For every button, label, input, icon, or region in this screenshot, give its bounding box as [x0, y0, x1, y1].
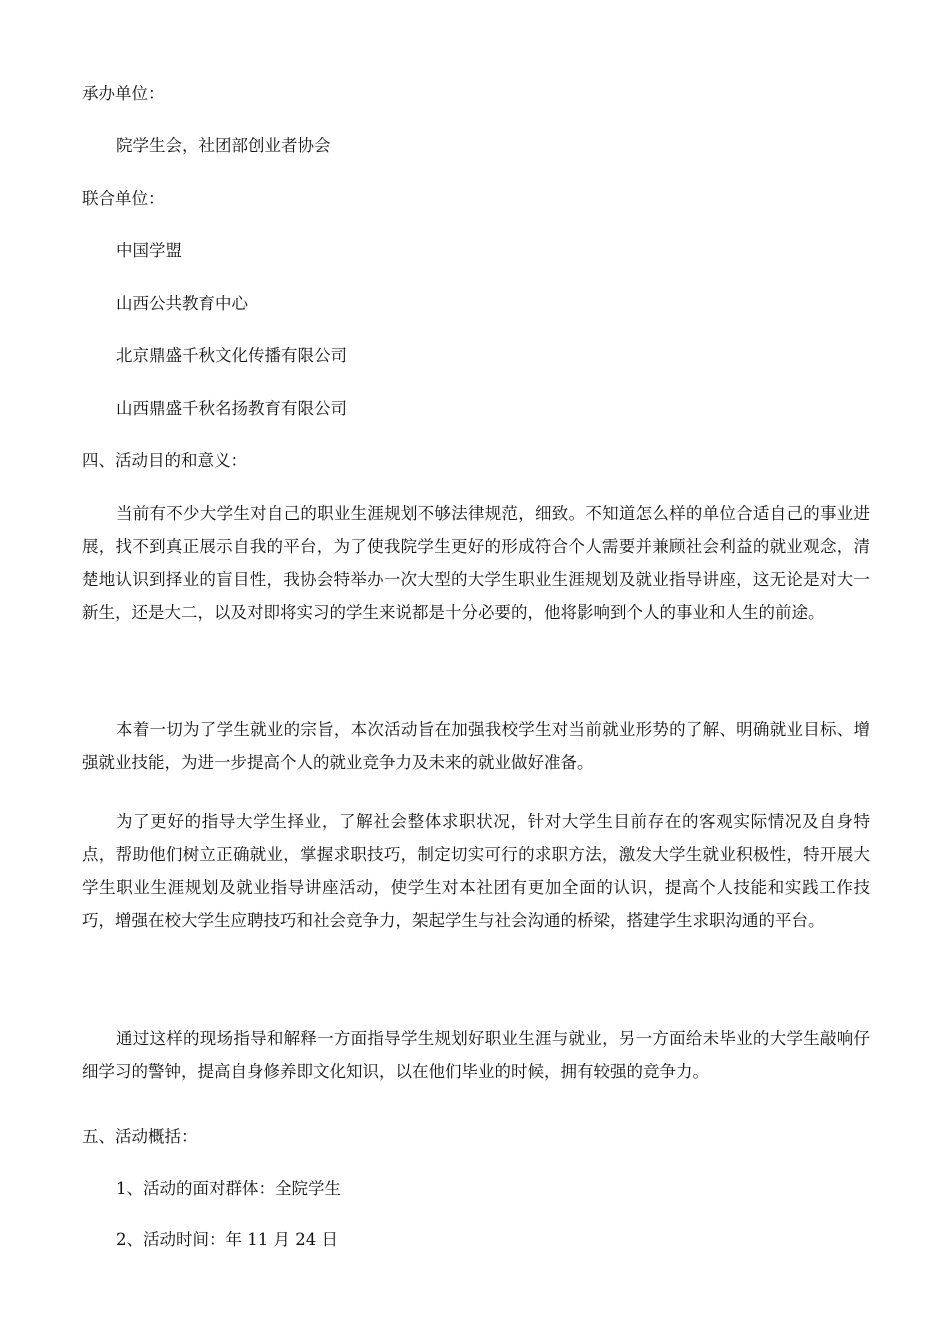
partner-item: 北京鼎盛千秋文化传播有限公司: [116, 346, 347, 365]
section-5-item: 1、活动的面对群体：全院学生: [116, 1179, 341, 1198]
section-5-item: 2、活动时间：年 11 月 24 日: [116, 1230, 338, 1249]
organizer-text: 院学生会，社团部创业者协会: [116, 136, 331, 155]
section-4-paragraph: 当前有不少大学生对自己的职业生涯规划不够法律规范，细致。不知道怎么样的单位合适自己的事业进展，找不到真正展示自我的平台，为了使我院学生更好的形成符合个人需要并兼顾社会利益的就业观念，清楚地认识到择业的盲目性，我协会特举办一次大型的大学生职业生涯规划及就业指导讲座，这无论是对大一新生，还是大二，以及对即将实习的学生来说都是十分必要的，他将影响到个人的事业和人生的前途。: [82, 504, 870, 622]
partner-heading: 联合单位：: [82, 189, 165, 208]
partner-item: 山西鼎盛千秋名扬教育有限公司: [116, 399, 347, 418]
section-4-paragraph: 通过这样的现场指导和解释一方面指导学生规划好职业生涯与就业，另一方面给未毕业的大学生敲响仔细学习的警钟，提高自身修养即文化知识，以在他们毕业的时候，拥有较强的竞争力。: [82, 1029, 870, 1081]
section-5-heading: 五、活动概括：: [82, 1127, 198, 1146]
section-4-paragraph: 为了更好的指导大学生择业，了解社会整体求职状况，针对大学生目前存在的客观实际情况及自身特点，帮助他们树立正确就业，掌握求职技巧，制定切实可行的求职方法，激发大学生就业积极性，特开展大学生职业生涯规划及就业指导讲座活动，使学生对本社团有更加全面的认识，提高个人技能和实践工作技巧，增强在校大学生应聘技巧和社会竞争力，架起学生与社会沟通的桥梁，搭建学生求职沟通的平台。: [82, 812, 870, 930]
partner-item: 中国学盟: [116, 241, 182, 260]
section-4-heading: 四、活动目的和意义：: [82, 451, 247, 470]
partner-item: 山西公共教育中心: [116, 294, 248, 313]
organizer-heading: 承办单位：: [82, 84, 165, 103]
section-4-paragraph: 本着一切为了学生就业的宗旨，本次活动旨在加强我校学生对当前就业形势的了解、明确就业目标、增强就业技能，为进一步提高个人的就业竞争力及未来的就业做好准备。: [82, 720, 870, 772]
